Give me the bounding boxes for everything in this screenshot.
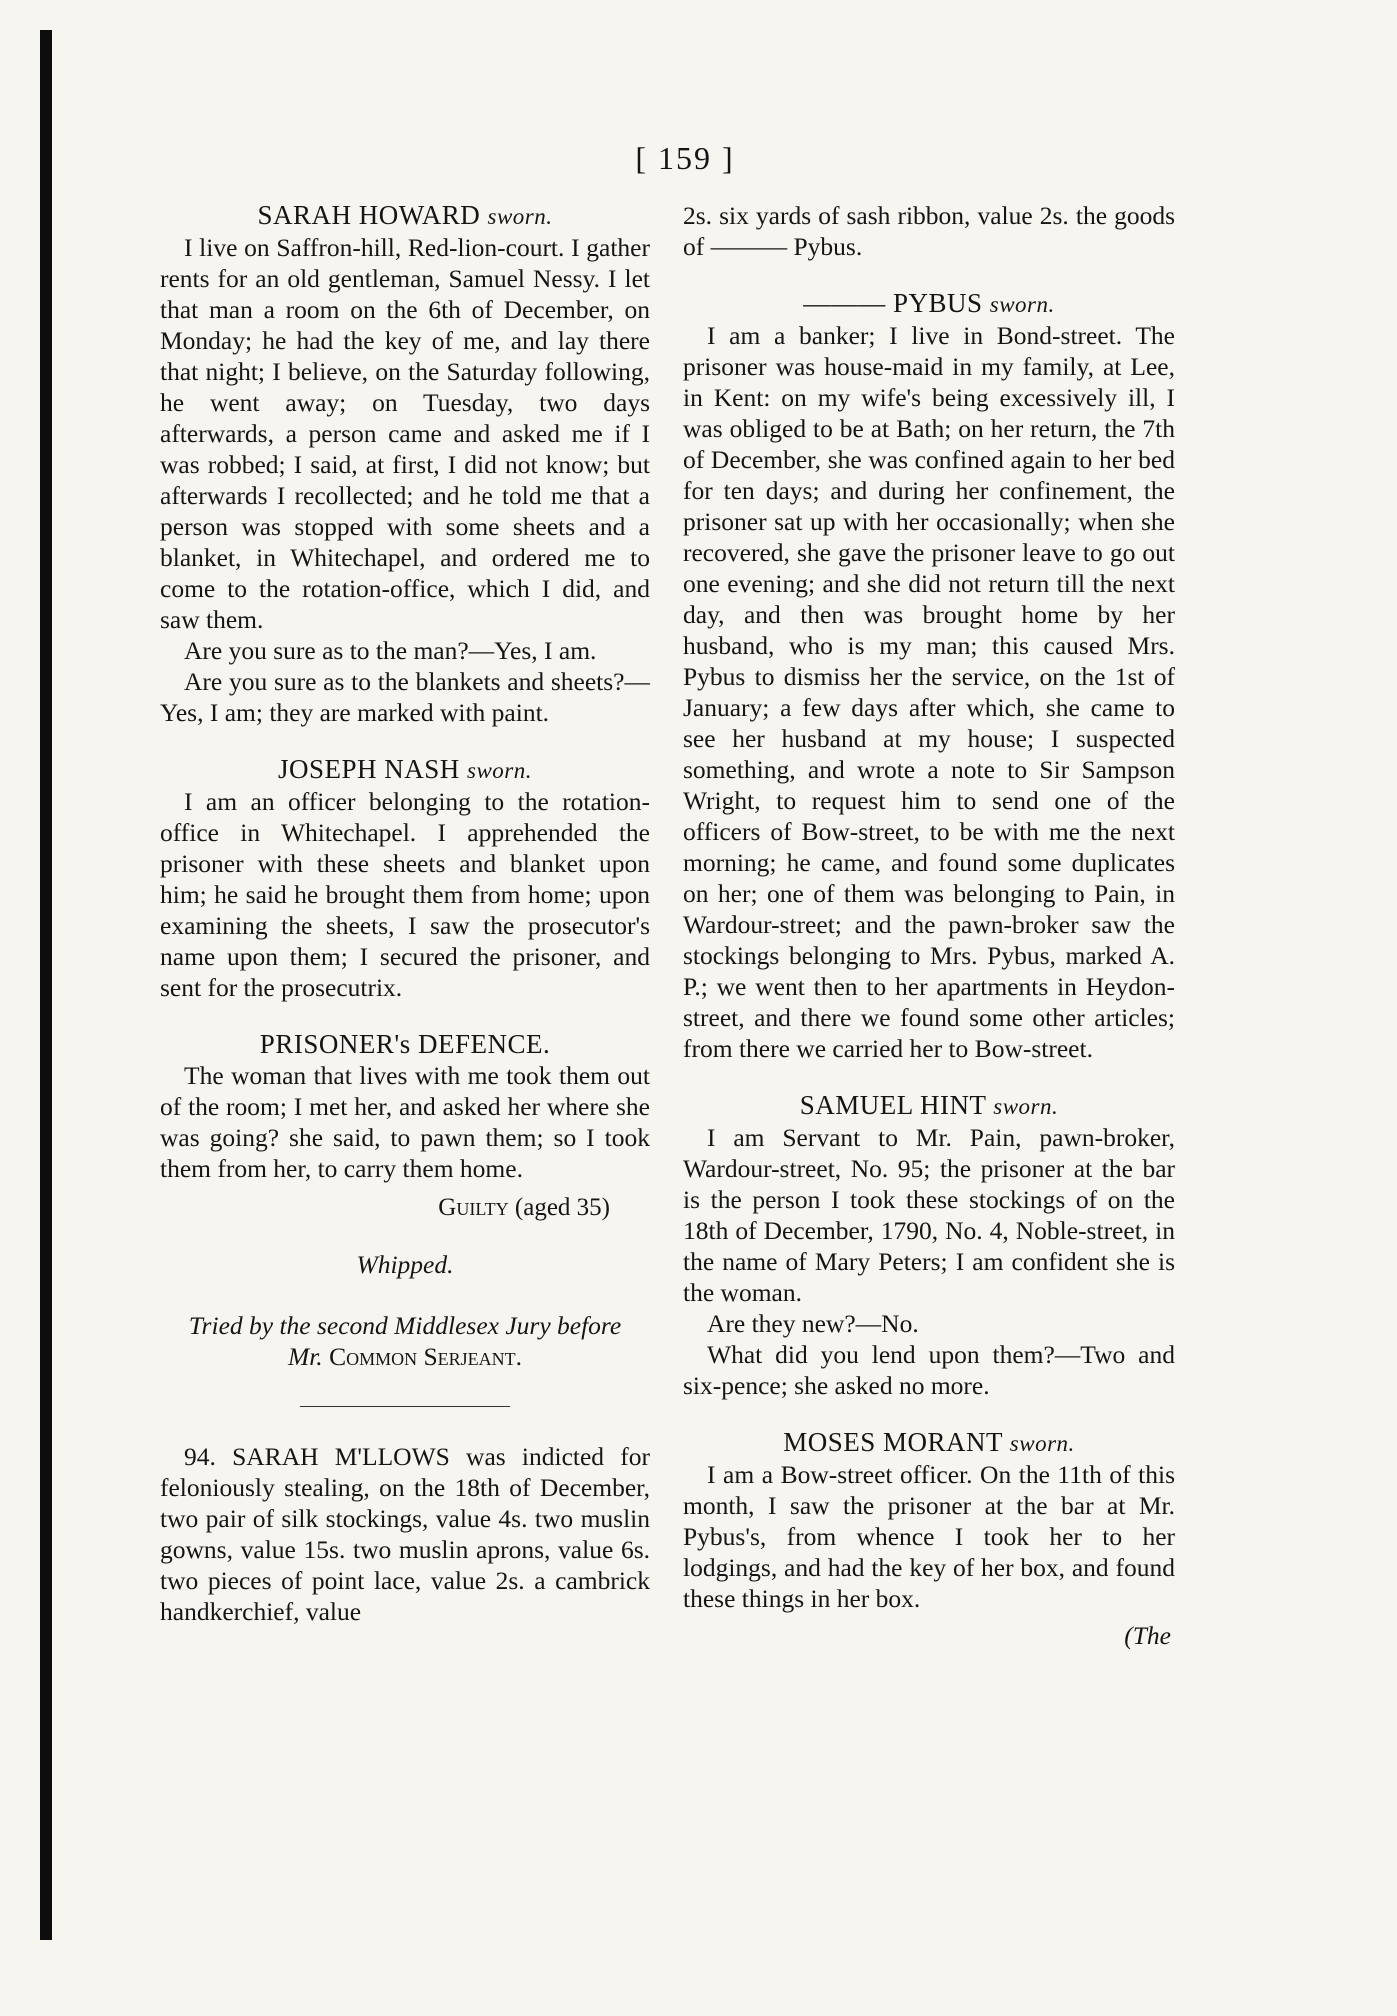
- trial-judge: Common Serjeant.: [329, 1342, 523, 1371]
- case-indictment-continued: 2s. six yards of sash ribbon, value 2s. the goods of ——— Pybus.: [683, 201, 1175, 261]
- trial-line: Tried by the second Middlesex Jury before: [188, 1311, 622, 1340]
- witness-heading-howard: [160, 200, 650, 232]
- verdict-age: (aged 35): [514, 1194, 610, 1221]
- case-indictment: 94. SARAH M'LLOWS was indicted for feloniously stealing, on the 18th of December, two pair of silk stockings, value 4s. two muslin gowns, value 15s. two muslin aprons, value 6s. two pieces of point lace, value 2s. a cambrick handkerchief, value: [160, 1442, 650, 1626]
- witness-heading-hint: [683, 1090, 1175, 1122]
- verdict: [160, 1192, 610, 1223]
- witness-heading-morant: [683, 1427, 1175, 1459]
- defence-heading: PRISONER's DEFENCE.: [259, 1029, 551, 1059]
- section-divider: [300, 1406, 510, 1407]
- catchword: (The: [1124, 1621, 1171, 1650]
- right-column: [683, 200, 1175, 1677]
- question-answer: Are you sure as to the blankets and sheets?—Yes, I am; they are marked with paint.: [160, 667, 650, 727]
- sworn-label: sworn.: [1009, 1431, 1075, 1456]
- witness-name: SARAH HOWARD: [257, 200, 481, 230]
- question-answer: Are they new?—No.: [707, 1309, 919, 1338]
- verdict-label: Guilty: [438, 1194, 509, 1221]
- witness-name: ——— PYBUS: [803, 288, 983, 318]
- sworn-label: sworn.: [989, 292, 1055, 317]
- sworn-label: sworn.: [487, 204, 553, 229]
- sworn-label: sworn.: [467, 758, 533, 783]
- defence-paragraph: The woman that lives with me took them out of the room; I met her, and asked her where she was going? she said, to pawn them; so I took them from her, to carry them home.: [160, 1061, 650, 1183]
- testimony-paragraph: I live on Saffron-hill, Red-lion-court. I gather rents for an old gentleman, Samuel Nessy. I let that man a room on the 6th of December, on Monday; he had the key of me, and lay there that night; I believe, on the Saturday following, he went away; on Tuesday, two days afterwards, a person came and asked me if I was robbed; I said, at first, I did not know; but afterwards I recollected; and he told me that a person was stopped with some sheets and a blanket, in Whitechapel, and ordered me to come to the rotation-office, which I did, and saw them.: [160, 233, 650, 634]
- question-answer: Are you sure as to the man?—Yes, I am.: [184, 636, 597, 665]
- witness-name: JOSEPH NASH: [277, 754, 460, 784]
- trial-note: [160, 1310, 650, 1372]
- witness-heading-nash: [160, 754, 650, 786]
- testimony-paragraph: I am a Bow-street officer. On the 11th of this month, I saw the prisoner at the bar at Mr. Pybus's, from whence I took her to her lodgings, and had the key of her box, and found these things in her box.: [683, 1460, 1175, 1613]
- trial-mr: Mr.: [287, 1342, 323, 1371]
- testimony-paragraph: I am an officer belonging to the rotation-office in Whitechapel. I apprehended the prisoner with these sheets and blanket upon him; he said he brought them from home; upon examining the sheets, I saw the prosecutor's name upon them; I secured the prisoner, and sent for the prosecutrix.: [160, 787, 650, 1002]
- page-number: [ 159 ]: [635, 140, 735, 176]
- witness-heading-pybus: [683, 288, 1175, 320]
- book-binding-edge: [40, 30, 52, 1940]
- sentence: Whipped.: [356, 1250, 454, 1279]
- question-answer: What did you lend upon them?—Two and six-pence; she asked no more.: [683, 1340, 1175, 1400]
- left-column: [160, 200, 650, 1627]
- sworn-label: sworn.: [993, 1094, 1059, 1119]
- witness-name: SAMUEL HINT: [799, 1090, 986, 1120]
- witness-name: MOSES MORANT: [783, 1427, 1003, 1457]
- testimony-paragraph: I am Servant to Mr. Pain, pawn-broker, Wardour-street, No. 95; the prisoner at the bar is the person I took these stockings of on the 18th of December, 1790, No. 4, Noble-street, in the name of Mary Peters; I am confident she is the woman.: [683, 1123, 1175, 1307]
- testimony-paragraph: I am a banker; I live in Bond-street. The prisoner was house-maid in my family, at Lee, in Kent: on my wife's being excessively ill, I was obliged to be at Bath; on her return, the 7th of December, she was confined again to her bed for ten days; and during her confinement, the prisoner sat up with her occasionally; when she recovered, she gave the prisoner leave to go out one evening; and she did not return till the next day, and then was brought home by her husband, who is my man; this caused Mrs. Pybus to dismiss her the service, on the 1st of January; a few days after which, she came to see her husband at my house; I suspected something, and wrote a note to Sir Sampson Wright, to request him to send one of the officers of Bow-street, to be with me the next morning; he came, and found some duplicates on her; one of them was belonging to Pain, in Wardour-street; and the pawn-broker saw the stockings belonging to Mrs. Pybus, marked A. P.; we went then to her apartments in Heydon-street, and there we found some other articles; from there we carried her to Bow-street.: [683, 321, 1175, 1063]
